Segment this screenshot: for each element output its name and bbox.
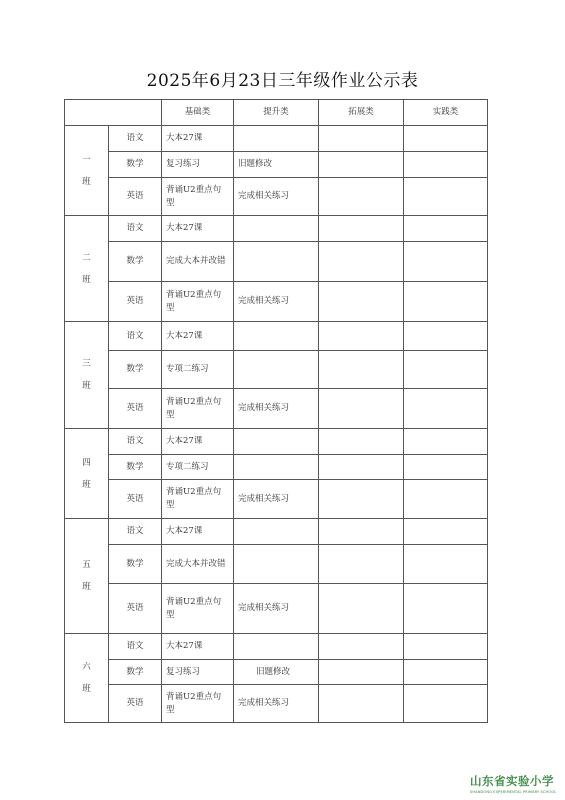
extend-cell xyxy=(319,216,404,242)
basic-cell: 大本27课 xyxy=(162,126,234,152)
table-row xyxy=(65,660,488,685)
subject-cell: 语文 xyxy=(109,429,162,455)
basic-cell: 大本27课 xyxy=(162,429,234,455)
extend-cell xyxy=(319,126,404,152)
basic-cell: 背诵U2重点句型 xyxy=(162,389,234,429)
improve-cell: 旧题修改 xyxy=(234,660,319,685)
improve-cell xyxy=(234,322,319,351)
basic-cell: 复习练习 xyxy=(162,152,234,178)
improve-cell xyxy=(234,545,319,584)
practice-cell xyxy=(404,455,488,480)
basic-cell: 背诵U2重点句型 xyxy=(162,178,234,216)
basic-cell: 大本27课 xyxy=(162,322,234,351)
table-row xyxy=(65,178,488,216)
subject-cell: 数学 xyxy=(109,242,162,282)
basic-cell: 背诵U2重点句型 xyxy=(162,685,234,723)
class-name-char: 二 xyxy=(82,252,91,263)
table-row xyxy=(65,282,488,322)
table-row xyxy=(65,216,488,242)
table-row xyxy=(65,455,488,480)
improve-cell xyxy=(234,519,319,545)
class-name-cell xyxy=(65,216,109,322)
class-name-char: 四 xyxy=(82,457,91,468)
practice-cell xyxy=(404,480,488,519)
subject-cell: 语文 xyxy=(109,126,162,152)
table-row xyxy=(65,685,488,723)
improve-cell: 完成相关练习 xyxy=(234,480,319,519)
table-row xyxy=(65,322,488,351)
improve-cell xyxy=(234,634,319,660)
extend-cell xyxy=(319,660,404,685)
basic-cell: 背诵U2重点句型 xyxy=(162,282,234,322)
basic-cell: 专项二练习 xyxy=(162,351,234,389)
practice-cell xyxy=(404,351,488,389)
improve-cell: 完成相关练习 xyxy=(234,389,319,429)
basic-cell: 背诵U2重点句型 xyxy=(162,480,234,519)
practice-cell xyxy=(404,152,488,178)
practice-cell xyxy=(404,389,488,429)
practice-cell xyxy=(404,545,488,584)
table-row xyxy=(65,126,488,152)
subject-cell: 语文 xyxy=(109,216,162,242)
practice-cell xyxy=(404,660,488,685)
practice-cell xyxy=(404,242,488,282)
class-name-char: 班 xyxy=(82,274,91,285)
practice-cell xyxy=(404,685,488,723)
practice-cell xyxy=(404,584,488,634)
basic-cell: 专项二练习 xyxy=(162,455,234,480)
practice-cell xyxy=(404,634,488,660)
table-row xyxy=(65,242,488,282)
improve-cell xyxy=(234,455,319,480)
extend-cell xyxy=(319,519,404,545)
basic-cell: 完成大本并改错 xyxy=(162,545,234,584)
subject-cell: 数学 xyxy=(109,455,162,480)
improve-cell xyxy=(234,351,319,389)
header-corner xyxy=(65,100,162,126)
subject-cell: 英语 xyxy=(109,178,162,216)
table-row xyxy=(65,152,488,178)
class-name-cell xyxy=(65,634,109,723)
extend-cell xyxy=(319,480,404,519)
basic-cell: 复习练习 xyxy=(162,660,234,685)
header-practice: 实践类 xyxy=(404,100,488,126)
extend-cell xyxy=(319,634,404,660)
subject-cell: 语文 xyxy=(109,634,162,660)
subject-cell: 英语 xyxy=(109,685,162,723)
improve-cell xyxy=(234,429,319,455)
table-row xyxy=(65,351,488,389)
improve-cell xyxy=(234,242,319,282)
improve-cell: 完成相关练习 xyxy=(234,685,319,723)
table-row xyxy=(65,480,488,519)
homework-table xyxy=(64,99,488,723)
practice-cell xyxy=(404,282,488,322)
table-row xyxy=(65,634,488,660)
extend-cell xyxy=(319,152,404,178)
class-name-char: 班 xyxy=(82,381,91,391)
header-basic: 基础类 xyxy=(162,100,234,126)
class-name-char: 班 xyxy=(82,684,91,694)
basic-cell: 大本27课 xyxy=(162,216,234,242)
class-name-cell xyxy=(65,519,109,634)
extend-cell xyxy=(319,351,404,389)
header-improve: 提升类 xyxy=(234,100,319,126)
extend-cell xyxy=(319,389,404,429)
practice-cell xyxy=(404,178,488,216)
table-row xyxy=(65,584,488,634)
subject-cell: 数学 xyxy=(109,545,162,584)
table-row xyxy=(65,429,488,455)
table-row xyxy=(65,519,488,545)
improve-cell xyxy=(234,216,319,242)
class-name-cell xyxy=(65,429,109,519)
class-name-char: 三 xyxy=(82,359,91,369)
basic-cell: 大本27课 xyxy=(162,519,234,545)
subject-cell: 语文 xyxy=(109,519,162,545)
subject-cell: 英语 xyxy=(109,584,162,634)
extend-cell xyxy=(319,584,404,634)
subject-cell: 英语 xyxy=(109,480,162,519)
class-name-char: 五 xyxy=(82,560,91,570)
basic-cell: 背诵U2重点句型 xyxy=(162,584,234,634)
improve-cell: 旧题修改 xyxy=(234,152,319,178)
extend-cell xyxy=(319,178,404,216)
page-title: 2025年6月23日三年级作业公示表 xyxy=(146,71,419,91)
subject-cell: 数学 xyxy=(109,660,162,685)
class-name-char: 班 xyxy=(82,176,91,187)
logo-english-name: SHANDONG EXPERIMENTAL PRIMARY SCHOOL xyxy=(470,790,557,794)
subject-cell: 英语 xyxy=(109,389,162,429)
extend-cell xyxy=(319,429,404,455)
practice-cell xyxy=(404,429,488,455)
improve-cell: 完成相关练习 xyxy=(234,584,319,634)
extend-cell xyxy=(319,455,404,480)
extend-cell xyxy=(319,685,404,723)
class-name-cell xyxy=(65,322,109,429)
subject-cell: 数学 xyxy=(109,351,162,389)
improve-cell xyxy=(234,126,319,152)
extend-cell xyxy=(319,545,404,584)
practice-cell xyxy=(404,216,488,242)
table-row xyxy=(65,545,488,584)
header-row xyxy=(65,100,488,126)
table-row xyxy=(65,389,488,429)
class-name-cell xyxy=(65,126,109,216)
extend-cell xyxy=(319,242,404,282)
subject-cell: 英语 xyxy=(109,282,162,322)
subject-cell: 语文 xyxy=(109,322,162,351)
practice-cell xyxy=(404,322,488,351)
school-logo xyxy=(470,773,565,800)
improve-cell: 完成相关练习 xyxy=(234,282,319,322)
extend-cell xyxy=(319,322,404,351)
class-name-char: 一 xyxy=(82,154,91,165)
improve-cell: 完成相关练习 xyxy=(234,178,319,216)
basic-cell: 大本27课 xyxy=(162,634,234,660)
class-name-char: 班 xyxy=(82,479,91,490)
extend-cell xyxy=(319,282,404,322)
practice-cell xyxy=(404,519,488,545)
logo-chinese-name: 山东省实验小学 xyxy=(470,774,554,788)
header-extend: 拓展类 xyxy=(319,100,404,126)
subject-cell: 数学 xyxy=(109,152,162,178)
class-name-char: 班 xyxy=(82,582,91,592)
class-name-char: 六 xyxy=(82,662,91,672)
basic-cell: 完成大本并改错 xyxy=(162,242,234,282)
practice-cell xyxy=(404,126,488,152)
